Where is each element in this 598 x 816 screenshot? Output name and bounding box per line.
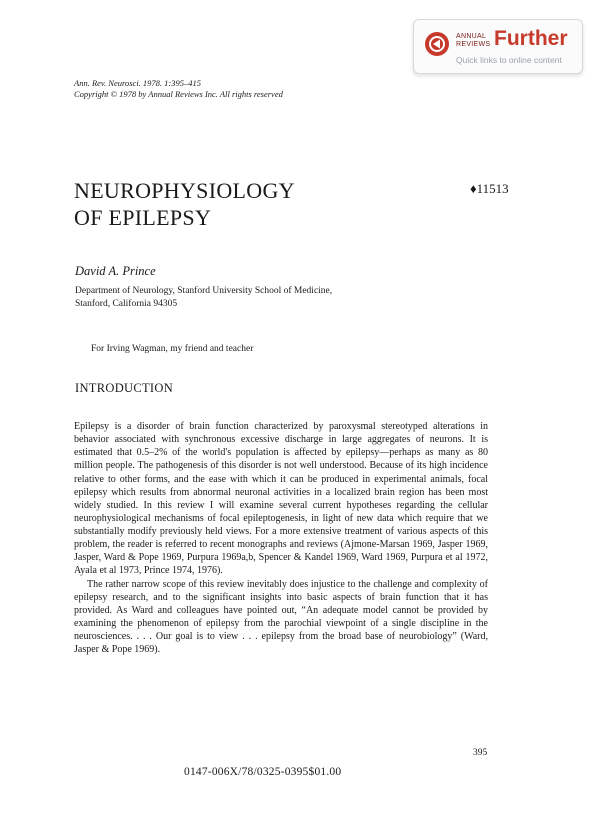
citation-line-1: Ann. Rev. Neurosci. 1978. 1:395–415: [74, 78, 202, 88]
badge-subtitle: Quick links to online content: [456, 55, 562, 65]
affiliation-line-1: Department of Neurology, Stanford University School of Medicine,: [75, 286, 333, 296]
dedication: For Irving Wagman, my friend and teacher: [91, 344, 254, 354]
body-text: [74, 420, 488, 656]
citation-line-2: Copyright © 1978 by Annual Reviews Inc. All rights reserved: [74, 89, 283, 99]
section-heading: INTRODUCTION: [75, 381, 174, 395]
author-name: David A. Prince: [75, 264, 156, 278]
article-code: 0147-006X/78/0325-0395$01.00: [184, 766, 342, 778]
annual-reviews-further-badge[interactable]: [413, 19, 583, 74]
title-line-2: OF EPILEPSY: [74, 205, 212, 230]
badge-annual-text: ANNUAL: [456, 33, 487, 40]
annual-reviews-logo-icon: [424, 31, 450, 57]
article-id: ♦11513: [470, 181, 509, 196]
title-line-1: NEUROPHYSIOLOGY: [74, 178, 295, 203]
badge-reviews-text: REVIEWS: [456, 41, 491, 48]
page-number: 395: [473, 748, 488, 758]
author-affiliation: [75, 285, 332, 311]
paragraph: The rather narrow scope of this review inevitably does injustice to the challenge and complexity of epilepsy research, and to the significant insights into basic aspects of brain function that it has provided. As Ward and colleagues have pointed out, “An adequate model cannot be provided by examining the phenomenon of epilepsy from the parochial viewpoint of a single discipline in the neurosciences. . . . Our goal is to view . . . epilepsy from the broad base of neurobiology” (Ward, Jasper & Pope 1969).: [74, 578, 488, 656]
article-title: [74, 177, 295, 231]
affiliation-line-2: Stanford, California 94305: [75, 299, 178, 309]
badge-further-text: Further: [494, 27, 568, 50]
paragraph: Epilepsy is a disorder of brain function characterized by paroxysmal stereotyped alterations in behavior associated with synchronous excessive discharge in large aggregates of neurons. It is estimated that 0.5–2% of the world's population is affected by epilepsy—perhaps as many as 80 million people. The pathogenesis of this disorder is not well understood. Because of its high incidence relative to other forms, and the ease with which it can be produced in experimental animals, focal epilepsy which results from abnormal neuronal activities in a localized brain region has been most widely studied. In this review I will examine several current hypotheses regarding the cellular neurophysiological mechanisms of focal epileptogenesis, in light of new data which require that we substantially modify previously held views. For a more extensive treatment of various aspects of this problem, the reader is referred to recent monographs and reviews (Ajmone-Marsan 1969, Jasper 1969, Jasper, Ward & Pope 1969, Purpura 1969a,b, Spencer & Kandel 1969, Ward 1969, Purpura et al 1972, Ayala et al 1973, Prince 1974, 1976).: [74, 421, 488, 577]
journal-citation: [74, 78, 283, 100]
